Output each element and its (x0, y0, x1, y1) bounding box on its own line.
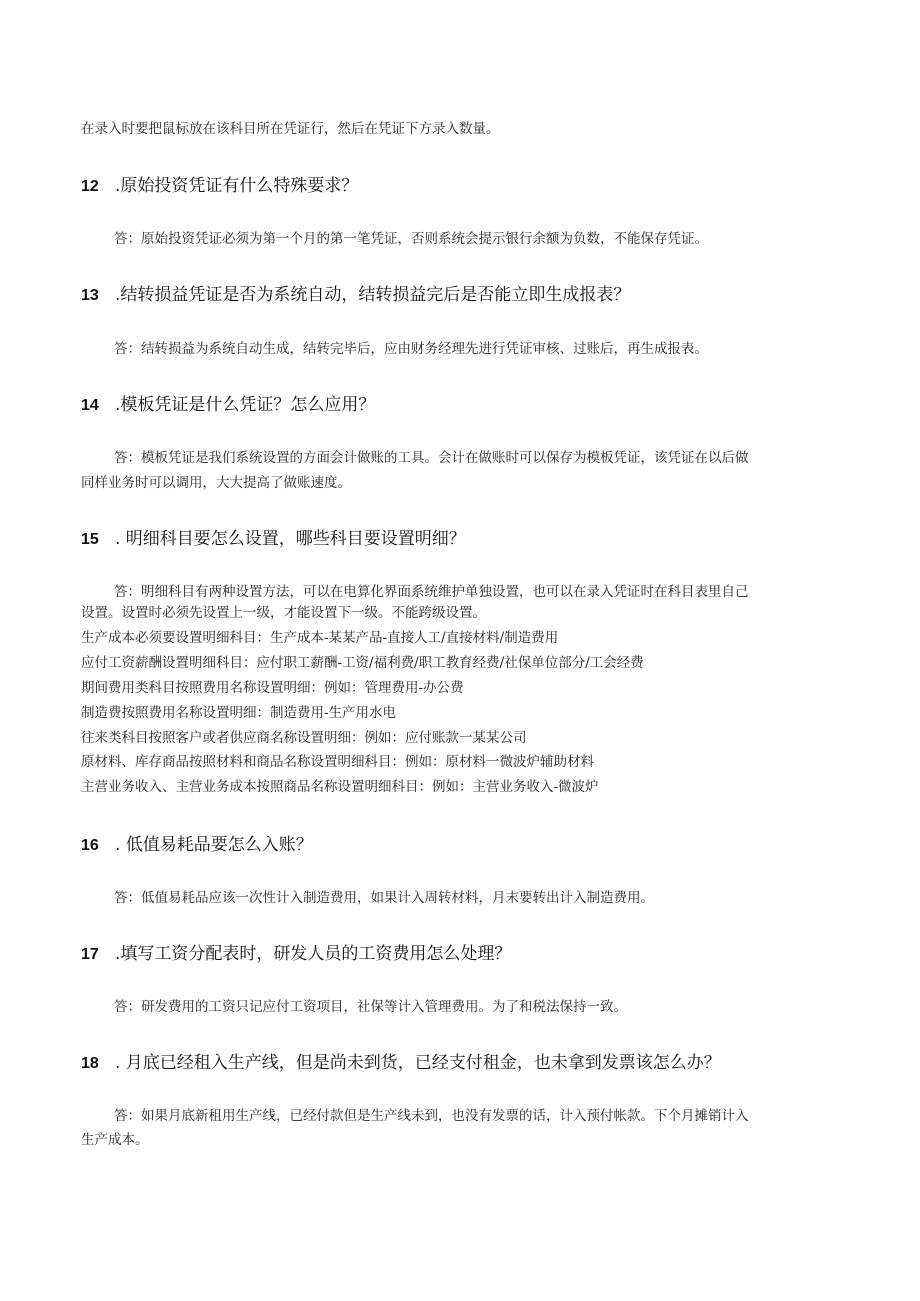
question-14-heading (81, 394, 375, 417)
answer-14-line-1: 答：模板凭证是我们系统设置的方面会计做账的工具。会计在做账时可以保存为模板凭证，该凭证在以后做 (114, 450, 749, 466)
question-title: .模板凭证是什么凭证？怎么应用？ (115, 395, 376, 415)
question-number: 12 (81, 178, 99, 195)
question-17-heading (81, 943, 511, 966)
answer-16-line-1: 答：低值易耗品应该一次性计入制造费用，如果计入周转材料，月末要转出计入制造费用。 (114, 890, 654, 906)
question-number: 13 (81, 287, 99, 304)
question-12-heading (81, 175, 358, 198)
question-16-heading (81, 834, 313, 857)
answer-15-line-3: 生产成本必须要设置明细科目：生产成本-某某产品-直接人工/直接材料/制造费用 (81, 630, 559, 646)
answer-15-line-9: 主营业务收入、主营业务成本按照商品名称设置明细科目：例如：主营业务收入-微波炉 (81, 779, 599, 795)
answer-15-line-7: 往来类科目按照客户或者供应商名称设置明细：例如：应付账款一某某公司 (81, 730, 527, 746)
answer-12-line-1: 答：原始投资凭证必须为第一个月的第一笔凭证，否则系统会提示银行余额为负数，不能保存凭证。 (114, 231, 708, 247)
question-number: 15 (81, 531, 99, 548)
intro-paragraph: 在录入时要把鼠标放在该科目所在凭证行，然后在凭证下方录入数量。 (81, 121, 500, 137)
answer-15-line-4: 应付工资薪酬设置明细科目：应付职工薪酬-工资/福利费/职工教育经费/社保单位部分/工会经费 (81, 655, 644, 671)
question-number: 14 (81, 397, 99, 414)
answer-13-line-1: 答：结转损益为系统自动生成，结转完毕后，应由财务经理先进行凭证审核、过账后，再生成报表。 (114, 341, 708, 357)
question-title: .结转损益凭证是否为系统自动，结转损益完后是否能立即生成报表？ (115, 285, 631, 305)
question-number: 16 (81, 837, 99, 854)
question-number: 17 (81, 946, 99, 963)
question-title: .填写工资分配表时，研发人员的工资费用怎么处理？ (115, 944, 512, 964)
question-title: . 明细科目要怎么设置，哪些科目要设置明细？ (115, 529, 466, 549)
answer-15-line-2: 设置。设置时必须先设置上一级，才能设置下一级。不能跨级设置。 (81, 605, 486, 621)
question-15-heading (81, 528, 466, 551)
answer-18-line-2: 生产成本。 (81, 1132, 149, 1148)
answer-15-line-5: 期间费用类科目按照费用名称设置明细：例如：管理费用-办公费 (81, 680, 464, 696)
answer-15-line-8: 原材料、库存商品按照材料和商品名称设置明细科目：例如：原材料一微波炉辅助材料 (81, 754, 594, 770)
answer-17-line-1: 答：研发费用的工资只记应付工资项目，社保等计入管理费用。为了和税法保持一致。 (114, 999, 627, 1015)
answer-15-line-6: 制造费按照费用名称设置明细：制造费用-生产用水电 (81, 705, 397, 721)
answer-15-line-1: 答：明细科目有两种设置方法，可以在电算化界面系统维护单独设置，也可以在录入凭证时在科目表里自己 (114, 584, 749, 600)
question-title: . 低值易耗品要怎么入账？ (115, 835, 313, 855)
answer-18-line-1: 答：如果月底新租用生产线，已经付款但是生产线未到，也没有发票的话，计入预付帐款。下个月摊销计入 (114, 1108, 749, 1124)
question-18-heading (81, 1052, 721, 1075)
answer-14-line-2: 同样业务时可以调用，大大提高了做账速度。 (81, 475, 351, 491)
question-13-heading (81, 284, 630, 307)
question-title: .原始投资凭证有什么特殊要求？ (115, 176, 359, 196)
question-number: 18 (81, 1055, 99, 1072)
question-title: . 月底已经租入生产线，但是尚未到货，已经支付租金，也未拿到发票该怎么办？ (115, 1053, 721, 1073)
